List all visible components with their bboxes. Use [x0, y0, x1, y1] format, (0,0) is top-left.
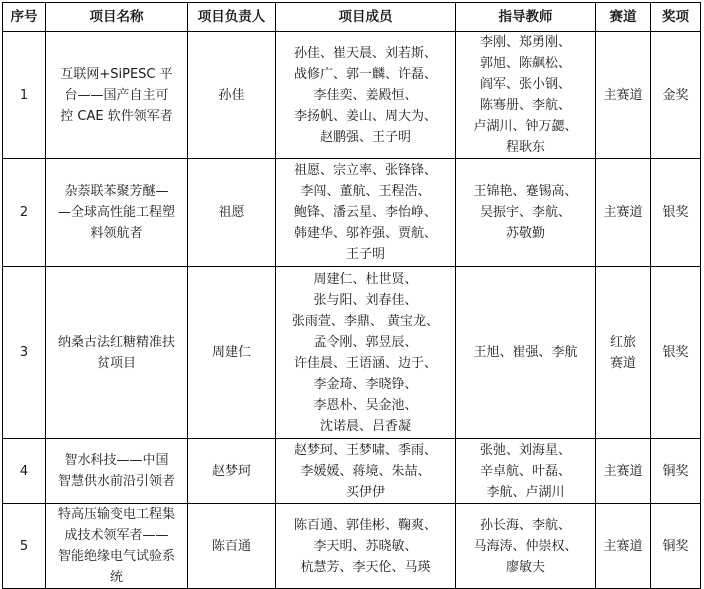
table-row [3, 32, 701, 159]
cell-teachers [456, 159, 596, 267]
cell-award: 银奖 [651, 267, 701, 439]
text-line: 贫项目 [96, 355, 136, 371]
awards-table [2, 2, 701, 589]
text-line: 阎军、张小钢、 [479, 77, 571, 92]
header-row [3, 3, 701, 32]
text-line: 买伊伊 [345, 484, 385, 500]
cell-members [276, 32, 456, 159]
text-line: 张弛、刘海星、 [479, 442, 571, 458]
text-line: 智水科技——中国 [64, 453, 169, 468]
text-line: 孙佳、崔天晨、刘若斯、 [293, 45, 437, 61]
table-row [3, 267, 701, 439]
cell-index: 2 [3, 159, 46, 267]
cell-leader: 孙佳 [188, 32, 276, 159]
text-line: 纳桑古法红糖精准扶 [57, 334, 175, 350]
cell-track [596, 159, 651, 267]
cell-index: 4 [3, 439, 46, 504]
text-line: 韩建华、邬祚强、贾航、 [293, 226, 437, 241]
text-line: 马海涛、仲崇权、 [473, 538, 578, 554]
cell-project-name [46, 32, 188, 159]
cell-members [276, 267, 456, 439]
header-leader: 项目负责人 [188, 3, 276, 32]
text-line: 控 CAE 软件领军者 [60, 108, 173, 124]
cell-index: 1 [3, 32, 46, 159]
text-line: 王子明 [345, 247, 385, 262]
cell-teachers [456, 32, 596, 159]
text-line: 主赛道 [603, 463, 643, 479]
header-award: 奖项 [651, 3, 701, 32]
text-line: 周建仁、杜世贤、 [313, 271, 418, 287]
text-line: 孟令刚、郭昱辰、 [313, 334, 418, 350]
cell-track [596, 32, 651, 159]
text-line: 苏敬勤 [505, 226, 545, 241]
text-line: 张雨萱、李鼎、 黄宝龙、 [291, 313, 440, 329]
table-row [3, 159, 701, 267]
cell-project-name [46, 504, 188, 589]
text-line: 辛卓航、叶磊、 [479, 463, 571, 479]
cell-members [276, 504, 456, 589]
text-line: 台——国产自主可 [64, 87, 169, 103]
header-track: 赛道 [596, 3, 651, 32]
cell-leader: 祖愿 [188, 159, 276, 267]
cell-index: 3 [3, 267, 46, 439]
cell-award: 铜奖 [651, 439, 701, 504]
text-line: 卢湖川、钟万勰、 [473, 119, 578, 134]
text-line: 李扬帆、姜山、周大为、 [293, 108, 437, 124]
text-line: 赵鹏强、王子明 [319, 129, 411, 145]
cell-track [596, 267, 651, 439]
text-line: 王锦艳、蹇锡高、 [473, 184, 578, 199]
text-line: 主赛道 [603, 538, 643, 554]
text-line: 陈骞册、李航、 [479, 98, 571, 113]
text-line: 李天明、苏晓敏、 [313, 538, 418, 554]
text-line: 杭慧芳、李天伦、马瑛 [300, 559, 431, 575]
cell-teachers [456, 439, 596, 504]
text-line: 李刚、郑勇刚、 [479, 35, 571, 50]
text-line: 张与阳、刘春佳、 [313, 292, 418, 308]
text-line: 智慧供水前沿引领者 [57, 474, 175, 489]
cell-leader: 赵梦珂 [188, 439, 276, 504]
text-line: 统 [109, 570, 123, 585]
text-line: 智能绝缘电气试验系 [57, 549, 175, 564]
text-line: 赵梦珂、王梦啸、季雨、 [293, 442, 437, 458]
text-line: 杂萘联苯聚芳醚— [64, 184, 169, 199]
text-line: 许佳晨、王语涵、边于、 [293, 355, 437, 371]
cell-award: 金奖 [651, 32, 701, 159]
cell-project-name [46, 267, 188, 439]
text-line: 李媛媛、蒋境、朱喆、 [300, 463, 431, 479]
cell-teachers [456, 267, 596, 439]
text-line: 战修广、郭一麟、许磊、 [293, 66, 437, 82]
text-line: 李恩朴、吴金池、 [313, 397, 418, 413]
cell-leader: 周建仁 [188, 267, 276, 439]
text-line: 孙长海、李航、 [479, 517, 571, 533]
text-line: 廖敏夫 [505, 559, 545, 575]
cell-leader: 陈百通 [188, 504, 276, 589]
cell-project-name [46, 159, 188, 267]
text-line: 特高压输变电工程集 [57, 507, 175, 522]
text-line: —全球高性能工程塑 [57, 205, 175, 220]
header-members: 项目成员 [276, 3, 456, 32]
text-line: 王旭、崔强、李航 [473, 345, 578, 360]
cell-members [276, 439, 456, 504]
text-line: 李闯、董航、王程浩、 [300, 184, 431, 199]
text-line: 程耿东 [505, 140, 545, 155]
cell-award: 铜奖 [651, 504, 701, 589]
text-line: 红旅 [609, 334, 636, 350]
text-line: 主赛道 [603, 205, 643, 220]
text-line: 陈百通、郭佳彬、鞠爽、 [293, 517, 437, 533]
text-line: 成技术领军者—— [64, 528, 169, 543]
header-index: 序号 [3, 3, 46, 32]
cell-project-name [46, 439, 188, 504]
cell-track [596, 504, 651, 589]
text-line: 李金琦、李晓铮、 [313, 376, 418, 392]
text-line: 沈诺晨、吕香凝 [319, 418, 411, 434]
text-line: 鲍锋、潘云星、李怡峥、 [293, 205, 437, 220]
cell-teachers [456, 504, 596, 589]
text-line: 李航、卢湖川 [486, 484, 565, 500]
text-line: 主赛道 [603, 87, 643, 103]
cell-track [596, 439, 651, 504]
text-line: 吴振宇、李航、 [479, 205, 571, 220]
cell-members [276, 159, 456, 267]
table-row [3, 439, 701, 504]
text-line: 互联网+SiPESC 平 [60, 66, 173, 82]
table-row [3, 504, 701, 589]
text-line: 料领航者 [90, 226, 143, 241]
text-line: 郭旭、陈飙松、 [479, 56, 571, 71]
text-line: 李佳奕、姜殿恒、 [313, 87, 418, 103]
header-project-name: 项目名称 [46, 3, 188, 32]
text-line: 祖愿、宗立率、张锋锋、 [293, 163, 437, 178]
text-line: 赛道 [609, 355, 636, 371]
cell-index: 5 [3, 504, 46, 589]
cell-award: 银奖 [651, 159, 701, 267]
header-teachers: 指导教师 [456, 3, 596, 32]
